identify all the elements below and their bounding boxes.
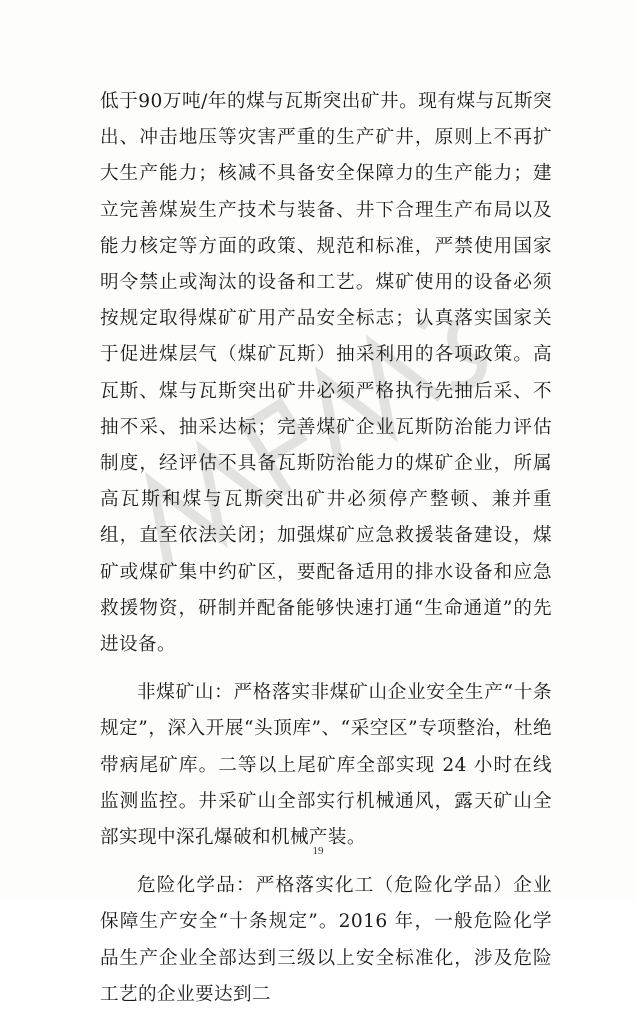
page-number: 19 xyxy=(312,845,324,857)
paragraph-non-coal-mines: 非煤矿山：严格落实非煤矿山企业安全生产“十条规定”，深入开展“头顶库”、“采空区”专项整治，杜绝带病尾矿库。二等以上尾矿库全部实现 24 小时在线监测监控。井采矿山全部实行机械通风，露天矿山全部实现中深孔爆破和机械产装。 xyxy=(100,682,552,849)
paragraph-hazardous-chemicals: 危险化学品：严格落实化工（危险化学品）企业保障生产安全“十条规定”。2016 年，一般危险化学品生产企业全部达到三级以上安全标准化，涉及危险工艺的企业要达到二 xyxy=(100,875,552,1005)
body-text xyxy=(100,84,552,1013)
paragraph-coal-mines: 低于90万吨/年的煤与瓦斯突出矿井。现有煤与瓦斯突出、冲击地压等灾害严重的生产矿井，原则上不再扩大生产能力；核减不具备安全保障力的生产能力；建立完善煤炭生产技术与装备、井下合理生产布局以及能力核定等方面的政策、规范和标准，严禁使用国家明令禁止或淘汰的设备和工艺。煤矿使用的设备必须按规定取得煤矿矿用产品安全标志；认真落实国家关于促进煤层气（煤矿瓦斯）抽采利用的各项政策。高瓦斯、煤与瓦斯突出矿井必须严格执行先抽后采、不抽不采、抽采达标；完善煤矿企业瓦斯防治能力评估制度，经评估不具备瓦斯防治能力的煤矿企业，所属高瓦斯和煤与瓦斯突出矿井必须停产整顿、兼并重组，直至依法关闭；加强煤矿应急救援装备建设，煤矿或煤矿集中约矿区，要配备适用的排水设备和应急救援物资，研制并配备能够快速打通“生命通道”的先进设备。 xyxy=(100,91,552,656)
